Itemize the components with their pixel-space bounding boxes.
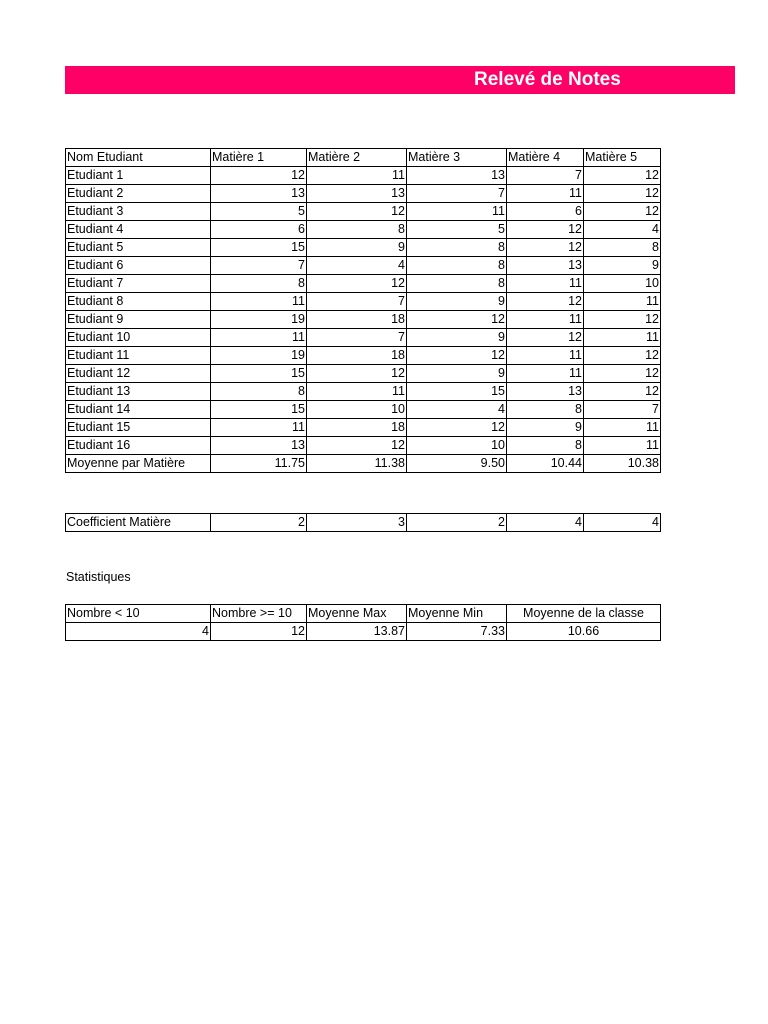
grade-cell[interactable]: 7	[307, 293, 407, 311]
table-row	[66, 167, 661, 185]
coefficient-cell[interactable]: 2	[211, 514, 307, 532]
grade-cell[interactable]: 8	[507, 437, 584, 455]
student-name-cell[interactable]: Etudiant 15	[66, 419, 211, 437]
grade-cell[interactable]: 11	[211, 293, 307, 311]
coefficient-cell[interactable]: 4	[507, 514, 584, 532]
statistics-value-cell[interactable]: 7.33	[407, 623, 507, 641]
grade-cell[interactable]: 12	[584, 365, 661, 383]
grade-cell[interactable]: 15	[211, 239, 307, 257]
table-row	[66, 437, 661, 455]
grade-cell[interactable]: 12	[507, 293, 584, 311]
student-name-cell[interactable]: Etudiant 14	[66, 401, 211, 419]
header-subject-5[interactable]: Matière 5	[584, 149, 661, 167]
student-name-cell[interactable]: Etudiant 12	[66, 365, 211, 383]
grade-cell[interactable]: 9	[407, 329, 507, 347]
statistics-header-row	[66, 605, 661, 623]
grade-cell[interactable]: 8	[407, 239, 507, 257]
grade-cell[interactable]: 12	[407, 347, 507, 365]
statistics-header-cell[interactable]: Nombre >= 10	[211, 605, 307, 623]
grade-cell[interactable]: 11	[584, 293, 661, 311]
table-row	[66, 311, 661, 329]
statistics-value-row	[66, 623, 661, 641]
title-banner	[65, 66, 735, 94]
grade-cell[interactable]: 4	[407, 401, 507, 419]
grade-cell[interactable]: 8	[507, 401, 584, 419]
grade-cell[interactable]: 12	[584, 383, 661, 401]
grade-cell[interactable]: 11	[584, 437, 661, 455]
grade-cell[interactable]: 12	[211, 167, 307, 185]
header-row	[66, 149, 661, 167]
student-name-cell[interactable]: Etudiant 7	[66, 275, 211, 293]
grade-cell[interactable]: 12	[507, 221, 584, 239]
statistics-value-cell[interactable]: 10.66	[507, 623, 661, 641]
grade-cell[interactable]: 13	[211, 437, 307, 455]
student-name-cell[interactable]: Etudiant 1	[66, 167, 211, 185]
statistics-header-cell[interactable]: Moyenne de la classe	[507, 605, 661, 623]
grade-cell[interactable]: 6	[211, 221, 307, 239]
header-subject-1[interactable]: Matière 1	[211, 149, 307, 167]
grade-cell[interactable]: 12	[584, 311, 661, 329]
student-name-cell[interactable]: Etudiant 8	[66, 293, 211, 311]
grade-cell[interactable]: 18	[307, 419, 407, 437]
grade-cell[interactable]: 8	[307, 221, 407, 239]
grade-cell[interactable]: 7	[407, 185, 507, 203]
grade-cell[interactable]: 9	[307, 239, 407, 257]
grade-cell[interactable]: 11	[507, 275, 584, 293]
grade-cell[interactable]: 11	[584, 329, 661, 347]
grade-cell[interactable]: 11	[211, 329, 307, 347]
average-row	[66, 455, 661, 473]
grade-cell[interactable]: 12	[584, 347, 661, 365]
grade-cell[interactable]: 13	[211, 185, 307, 203]
grade-cell[interactable]: 19	[211, 347, 307, 365]
grade-cell[interactable]: 13	[407, 167, 507, 185]
grade-cell[interactable]: 12	[307, 437, 407, 455]
grade-cell[interactable]: 5	[211, 203, 307, 221]
student-name-cell[interactable]: Etudiant 16	[66, 437, 211, 455]
table-row	[66, 347, 661, 365]
student-name-cell[interactable]: Etudiant 3	[66, 203, 211, 221]
grade-cell[interactable]: 12	[584, 185, 661, 203]
grade-cell[interactable]: 11	[507, 347, 584, 365]
student-name-cell[interactable]: Etudiant 4	[66, 221, 211, 239]
grade-cell[interactable]: 11	[307, 383, 407, 401]
student-name-cell[interactable]: Etudiant 13	[66, 383, 211, 401]
student-name-cell[interactable]: Etudiant 11	[66, 347, 211, 365]
grade-cell[interactable]: 12	[507, 239, 584, 257]
coefficient-table	[65, 513, 661, 532]
grade-cell[interactable]: 15	[407, 383, 507, 401]
grade-cell[interactable]: 12	[584, 203, 661, 221]
table-row	[66, 239, 661, 257]
grade-cell[interactable]: 13	[307, 185, 407, 203]
grade-cell[interactable]: 15	[211, 365, 307, 383]
student-name-cell[interactable]: Etudiant 5	[66, 239, 211, 257]
grade-cell[interactable]: 11	[584, 419, 661, 437]
grade-cell[interactable]: 8	[407, 257, 507, 275]
grade-cell[interactable]: 4	[584, 221, 661, 239]
header-subject-4[interactable]: Matière 4	[507, 149, 584, 167]
average-cell[interactable]: 9.50	[407, 455, 507, 473]
grade-cell[interactable]: 11	[507, 365, 584, 383]
grade-cell[interactable]: 11	[407, 203, 507, 221]
grade-cell[interactable]: 7	[584, 401, 661, 419]
table-row	[66, 257, 661, 275]
grade-cell[interactable]: 18	[307, 311, 407, 329]
student-name-cell[interactable]: Etudiant 2	[66, 185, 211, 203]
table-row	[66, 401, 661, 419]
grade-cell[interactable]: 15	[211, 401, 307, 419]
statistics-label: Statistiques	[66, 570, 131, 584]
grade-cell[interactable]: 6	[507, 203, 584, 221]
grade-cell[interactable]: 12	[307, 365, 407, 383]
grade-cell[interactable]: 18	[307, 347, 407, 365]
student-name-cell[interactable]: Etudiant 6	[66, 257, 211, 275]
table-row	[66, 221, 661, 239]
statistics-table	[65, 604, 661, 641]
grade-cell[interactable]: 7	[507, 167, 584, 185]
table-row	[66, 185, 661, 203]
table-row	[66, 329, 661, 347]
grade-cell[interactable]: 8	[211, 383, 307, 401]
grade-cell[interactable]: 10	[407, 437, 507, 455]
statistics-header-cell[interactable]: Moyenne Min	[407, 605, 507, 623]
grade-cell[interactable]: 12	[507, 329, 584, 347]
grade-cell[interactable]: 5	[407, 221, 507, 239]
coefficient-row	[66, 514, 661, 532]
student-name-cell[interactable]: Etudiant 10	[66, 329, 211, 347]
average-cell[interactable]: 11.75	[211, 455, 307, 473]
average-label-cell[interactable]: Moyenne par Matière	[66, 455, 211, 473]
grade-cell[interactable]: 10	[307, 401, 407, 419]
header-subject-3[interactable]: Matière 3	[407, 149, 507, 167]
statistics-value-cell[interactable]: 12	[211, 623, 307, 641]
coefficient-cell[interactable]: 4	[584, 514, 661, 532]
table-row	[66, 293, 661, 311]
average-cell[interactable]: 11.38	[307, 455, 407, 473]
statistics-value-cell[interactable]: 13.87	[307, 623, 407, 641]
average-cell[interactable]: 10.44	[507, 455, 584, 473]
coefficient-label-cell[interactable]: Coefficient Matière	[66, 514, 211, 532]
statistics-value-cell[interactable]: 4	[66, 623, 211, 641]
table-row	[66, 419, 661, 437]
grade-cell[interactable]: 19	[211, 311, 307, 329]
header-subject-2[interactable]: Matière 2	[307, 149, 407, 167]
grade-cell[interactable]: 12	[307, 203, 407, 221]
grade-cell[interactable]: 9	[407, 365, 507, 383]
grade-cell[interactable]: 7	[211, 257, 307, 275]
grade-cell[interactable]: 8	[211, 275, 307, 293]
grade-cell[interactable]: 10	[584, 275, 661, 293]
student-name-cell[interactable]: Etudiant 9	[66, 311, 211, 329]
grade-cell[interactable]: 8	[407, 275, 507, 293]
grade-cell[interactable]: 11	[211, 419, 307, 437]
grade-cell[interactable]: 12	[307, 275, 407, 293]
grade-cell[interactable]: 12	[407, 311, 507, 329]
grade-cell[interactable]: 11	[307, 167, 407, 185]
grade-cell[interactable]: 9	[407, 293, 507, 311]
table-row	[66, 365, 661, 383]
table-row	[66, 203, 661, 221]
grade-cell[interactable]: 7	[307, 329, 407, 347]
coefficient-cell[interactable]: 3	[307, 514, 407, 532]
statistics-header-cell[interactable]: Nombre < 10	[66, 605, 211, 623]
grade-cell[interactable]: 12	[584, 167, 661, 185]
grade-cell[interactable]: 11	[507, 311, 584, 329]
table-row	[66, 275, 661, 293]
statistics-header-cell[interactable]: Moyenne Max	[307, 605, 407, 623]
grade-cell[interactable]: 11	[507, 185, 584, 203]
grades-table	[65, 148, 661, 473]
grade-cell[interactable]: 12	[407, 419, 507, 437]
grade-cell[interactable]: 13	[507, 383, 584, 401]
grade-cell[interactable]: 4	[307, 257, 407, 275]
grade-cell[interactable]: 9	[507, 419, 584, 437]
grade-cell[interactable]: 8	[584, 239, 661, 257]
grade-cell[interactable]: 9	[584, 257, 661, 275]
average-cell[interactable]: 10.38	[584, 455, 661, 473]
table-row	[66, 383, 661, 401]
coefficient-cell[interactable]: 2	[407, 514, 507, 532]
header-student-name[interactable]: Nom Etudiant	[66, 149, 211, 167]
grade-cell[interactable]: 13	[507, 257, 584, 275]
page-title: Relevé de Notes	[474, 69, 621, 90]
